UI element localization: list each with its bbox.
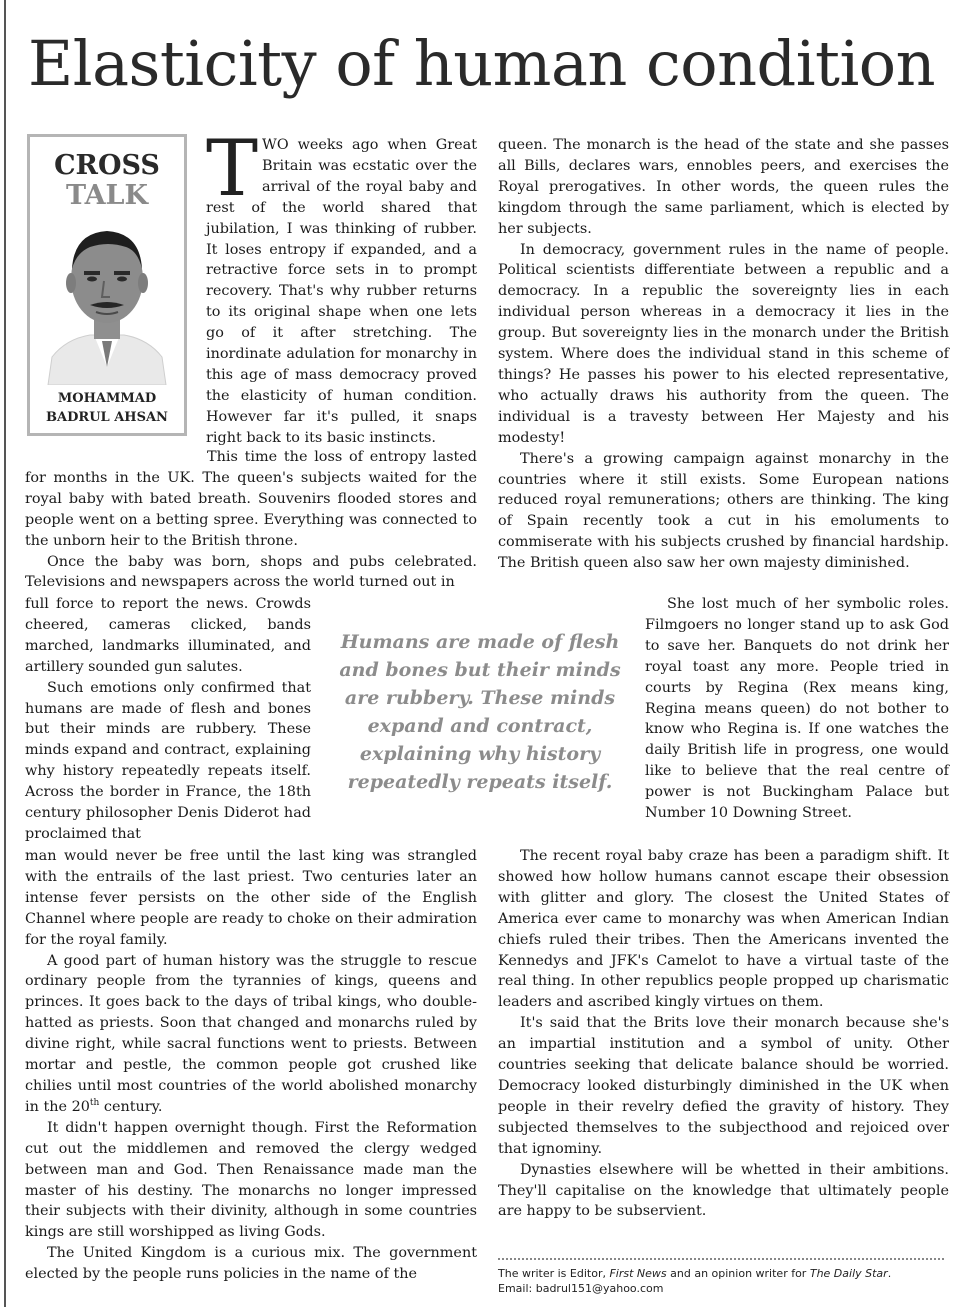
column-badge-cross: CROSS [54,150,160,181]
paragraph-7-start: The United Kingdom is a curious mix. The government elected by the people runs policies in the name of the [25,1245,477,1283]
paragraph-7-end: queen. The monarch is the head of the state and she passes all Bills, declares wars, ennobles peers, and exercises the Royal prerogatives. In other words, the queen rules the kingdom through the same parliament, which is elected by her subjects. [498,137,949,237]
author-note-suffix: . [887,1267,892,1280]
headline: Elasticity of human condition [28,27,936,100]
paragraph-3-start: Once the baby was born, shops and pubs celebrated. Televisions and newspapers across the world turned out in [25,553,477,591]
article-left-lower [25,846,477,1285]
author-note-middle: and an opinion writer for [666,1267,810,1280]
article-right-upper [498,135,949,574]
paragraph-2: This time the loss of entropy lasted for months in the UK. The queen's subjects waited for the royal baby with bated breath. Souvenirs flooded stores and people went on a betting spree. Everything was connected to the unborn heir to the British throne. [25,449,477,549]
paragraph-13: Dynasties elsewhere will be whetted in their ambitions. They'll capitalise on the knowledge that ultimately people are happy to be subservient. [498,1161,949,1220]
article-intro [206,124,477,449]
paragraph-4-start: Such emotions only confirmed that humans are made of flesh and bones but their minds are rubbery. These minds expand and contract, explaining why history repeatedly repeats itself. Across the border in France, the 18th century philosopher Denis Diderot had proclaimed that [25,679,311,842]
paragraph-5-end: century. [99,1098,163,1115]
article-right-lower [498,846,949,1222]
article-left-upper [25,447,477,593]
author-name-line1: MOHAMMAD [57,391,157,406]
footer-divider [498,1258,944,1260]
author-note-prefix: The writer is Editor, [498,1267,610,1280]
paragraph-4-end: man would never be free until the last king was strangled with the entrails of the last priest. Two centuries later an intense fever persists on the other side of the English Channel where people are ready to choke on their admiration for the royal family. [25,848,477,948]
paragraph-6: It didn't happen overnight though. First the Reformation cut out the middlemen and removed the clergy wedged between man and God. Then Renaissance made man the master of his destiny. The monarchs no longer impressed their subjects with their divinity, although in some countries kings are still worshipped as living Gods. [25,1119,477,1241]
paragraph-5-superscript: th [89,1098,100,1109]
column-badge-talk: TALK [65,180,148,211]
drop-cap: T [206,124,259,214]
author-note [498,1266,949,1296]
author-email: Email: badrul151@yahoo.com [498,1282,664,1295]
paragraph-8: In democracy, government rules in the name of people. Political scientists differentiate between a republic and a democracy. In a republic the sovereignty lies in each individual person whereas in a democracy it lies in the group. But sovereignty lies in the monarch under the British system. Where does the individual stand in this scheme of things? He passes his power to his elected representative, who actually draws his authority from the queen. The individual is a travesty between Her Majesty and his modesty! [498,241,949,446]
intro-text: WO weeks ago when Great Britain was ecstatic over the arrival of the royal baby and rest of the world shared that jubilation, I was thinking of rubber. It loses entropy if expanded, and a retractive force sets in to prompt recovery. That's why rubber returns to its original shape when one lets go of it after stretching. The inordinate adulation for monarchy in this age of mass democracy proved the elasticity of human condition. However far it's pulled, it snaps right back to its basic instincts. [206,137,477,446]
publication-first-news: First News [609,1267,667,1280]
publication-daily-star: The Daily Star [809,1267,888,1280]
paragraph-5 [25,951,477,1118]
author-portrait [42,217,172,385]
paragraph-11: The recent royal baby craze has been a paradigm shift. It showed how hollow humans cannot escape their obsession with glitter and glory. The closest the United States of America ever came to monarchy was when American Indian chiefs ruled their tribes. Then the Americans invented the Kennedys and JFK's Camelot to have a virtual taste of the real thing. In other republics people propped up charismatic leaders and ascribed kingly virtues on them. [498,848,949,1011]
article-right-narrow [645,594,949,824]
paragraph-12: It's said that the Brits love their monarch because she's an impartial institution and a symbol of unity. Other countries seeking that delicate balance should be worried. Democracy looked disturbingly diminished in the UK when people in their revelry defied the gravity of history. They subjected themselves to the subjecthood and rejoiced over that ignominy. [498,1015,949,1157]
intro-paragraph [206,124,477,449]
left-column-rule [4,0,6,1307]
byline-box [27,134,187,436]
author-name [30,389,184,427]
paragraph-3-end: full force to report the news. Crowds cheered, cameras clicked, bands marched, landmarks illuminated, and artillery sounded gun salutes. [25,596,311,675]
pull-quote: Humans are made of flesh and bones but their minds are rubbery. These minds expand and contract, explaining why history repeatedly repeats itself. [339,631,621,793]
author-note-line [498,1266,949,1281]
paragraph-5-text: A good part of human history was the struggle to rescue ordinary people from the tyrannies of kings, queens and princes. It goes back to the days of tribal kings, who double-hatted as priests. Soon that changed and monarchs ruled by divine right, while sacral functions went to priests. Between mortar and pestle, the common people got crushed like chilies until most countries of the world abolished monarchy in the 20 [25,952,477,1115]
paragraph-9: There's a growing campaign against monarchy in the countries where it still exists. Some European nations reduced royal remunerations; others are thinking. The king of Spain recently took a cut in his emoluments to commiserate with his subjects crushed by financial hardship. The British queen also saw her own majesty diminished. [498,450,949,572]
author-name-line2: BADRUL AHSAN [46,410,168,425]
paragraph-10: She lost much of her symbolic roles. Filmgoers no longer stand up to ask God to save her. Banquets do not drink her royal toast any more. People tried in courts by Regina (Rex means king, Regina means queen) do not bother to know who Regina is. If one watches the daily British life in progress, one would like to believe that the real centre of power is not Buckingham Palace but Number 10 Downing Street. [645,596,949,822]
article-left-narrow [25,594,311,845]
